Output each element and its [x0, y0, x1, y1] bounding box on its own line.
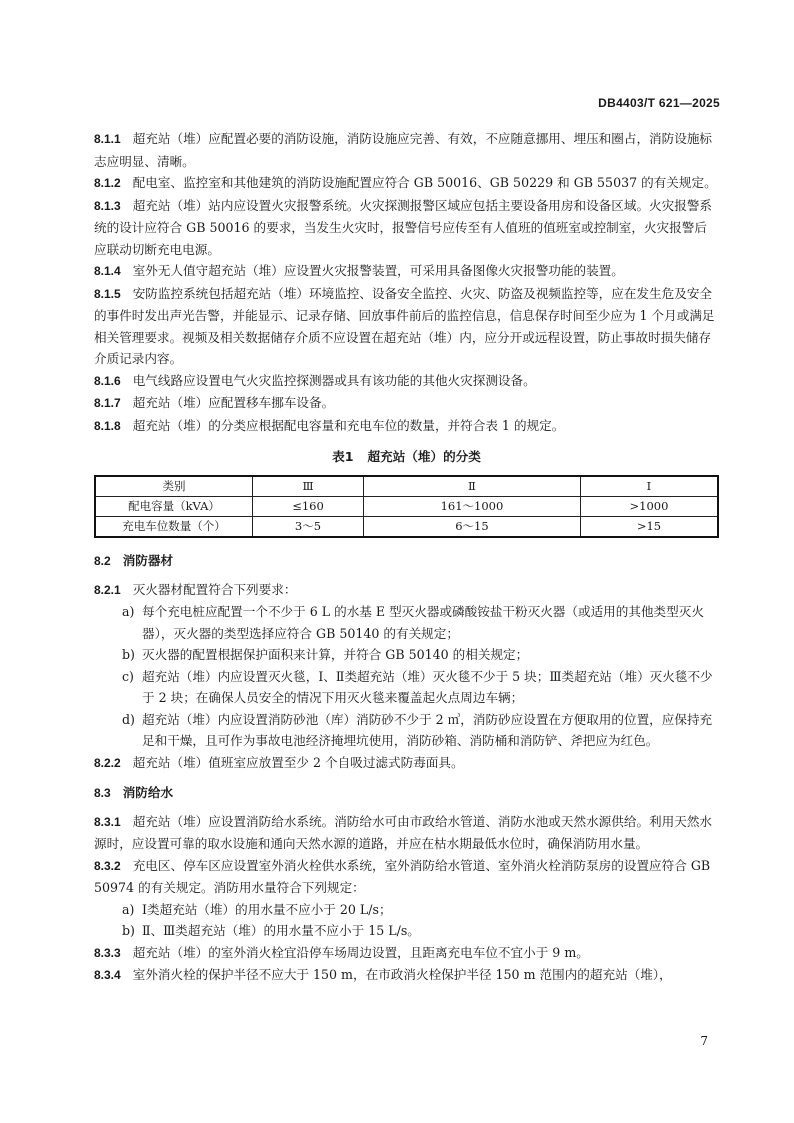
- table-cell: 充电车位数量（个）: [95, 517, 253, 538]
- clause-8-3-1: [94, 811, 719, 855]
- clause-8-1-6: [94, 370, 719, 393]
- list-item-text: Ⅱ、Ⅲ类超充站（堆）的用水量不应小于 15 L/s。: [142, 923, 420, 938]
- table-cell: 配电容量（kVA）: [95, 497, 253, 517]
- clause-number: 8.1.4: [94, 264, 121, 278]
- list-marker: b): [122, 923, 135, 938]
- clause-number: 8.1.5: [94, 286, 121, 301]
- clause-8-2-2: [94, 752, 719, 775]
- list-item: [94, 666, 719, 709]
- clause-text: 超充站（堆）站内应设置火灾报警系统。火灾探测报警区域应包括主要设备用房和设备区域。火灾报警系统的设计应符合 GB 50016 的要求，当发生火灾时，报警信号应传至有人值班的值班室或控制室，火灾报警后应联动切断充电电源。: [94, 197, 713, 257]
- clause-text: 超充站（堆）应设置消防给水系统。消防给水可由市政给水管道、消防水池或天然水源供给。利用天然水源时，应设置可靠的取水设施和通向天然水源的道路，并应在枯水期最低水位时，确保消防用水量。: [94, 813, 713, 851]
- list-marker: a): [122, 901, 135, 917]
- clause-number: 8.3.2: [94, 858, 121, 873]
- table-header-cell: Ⅰ: [580, 476, 718, 497]
- list-item: [94, 601, 719, 644]
- clause-text: 充电区、停车区应设置室外消火栓供水系统，室外消防给水管道、室外消火栓消防泵房的设置应符合 GB 50974 的有关规定。消防用水量符合下列规定：: [94, 857, 711, 895]
- clause-number: 8.3.4: [94, 968, 121, 982]
- section-title: 消防器材: [122, 553, 174, 568]
- clause-number: 8.2.1: [94, 582, 121, 597]
- list-item-text: 超充站（堆）内应设置灭火毯，Ⅰ、Ⅱ类超充站（堆）灭火毯不少于 5 块；Ⅲ类超充站（堆）灭火毯不少于 2 块；在确保人员安全的情况下用灭火毯来覆盖起火点周边车辆；: [142, 668, 713, 705]
- table-cell: >1000: [580, 497, 718, 517]
- clause-text: 室外无人值守超充站（堆）应设置火灾报警装置，可采用具备图像火灾报警功能的装置。: [132, 263, 624, 278]
- list-marker: c): [122, 668, 134, 684]
- list-item-text: Ⅰ类超充站（堆）的用水量不应小于 20 L/s；: [142, 901, 392, 917]
- table-title: [94, 446, 719, 465]
- clause-8-3-3: [94, 942, 719, 965]
- clause-text: 超充站（堆）的室外消火栓宜沿停车场周边设置，且距离充电车位不宜小于 9 m。: [132, 944, 589, 960]
- list-item: [94, 899, 719, 921]
- table-number: 表1: [332, 449, 354, 464]
- clause-8-2-1: [94, 579, 719, 602]
- table-header-cell: Ⅲ: [253, 476, 364, 497]
- clause-8-3-4: [94, 964, 719, 987]
- section-number: 8.3: [94, 786, 111, 800]
- clause-8-1-3: [94, 195, 719, 261]
- clause-text: 超充站（堆）的分类应根据配电容量和充电车位的数量，并符合表 1 的规定。: [132, 417, 565, 433]
- clause-text: 电气线路应设置电气火灾监控探测器或具有该功能的其他火灾探测设备。: [132, 372, 536, 388]
- list-marker: b): [122, 647, 135, 662]
- table-caption: 超充站（堆）的分类: [367, 449, 481, 464]
- list-marker: d): [122, 711, 135, 727]
- table-cell: ≤160: [253, 497, 364, 517]
- table-cell: 3～5: [253, 517, 364, 538]
- section-heading-8-3: [94, 782, 719, 805]
- table-row: [95, 497, 718, 517]
- table-cell: 161～1000: [363, 497, 580, 517]
- clause-8-1-1: [94, 128, 719, 172]
- clause-number: 8.1.7: [94, 396, 121, 410]
- table-cell: 6～15: [363, 517, 580, 538]
- clause-8-3-2: [94, 855, 719, 899]
- list-marker: a): [122, 604, 135, 619]
- list-item-text: 灭火器的配置根据保护面积来计算，并符合 GB 50140 的相关规定；: [142, 647, 529, 662]
- section-heading-8-2: [94, 550, 719, 573]
- section-number: 8.2: [94, 554, 111, 568]
- classification-table: [94, 475, 719, 538]
- clause-text: 超充站（堆）值班室应放置至少 2 个自吸过滤式防毒面具。: [132, 754, 464, 770]
- list-item: [94, 644, 719, 666]
- clause-8-1-8: [94, 415, 719, 438]
- clause-8-1-7: [94, 392, 719, 415]
- clause-text: 超充站（堆）应配置移车挪车设备。: [132, 395, 335, 410]
- page-number: 7: [700, 1034, 708, 1048]
- clause-number: 8.3.1: [94, 814, 121, 829]
- clause-text: 灭火器材配置符合下列要求：: [132, 581, 297, 597]
- list-item: [94, 709, 719, 752]
- clause-number: 8.1.1: [94, 132, 121, 146]
- table-row: [95, 517, 718, 538]
- document-code: DB4403/T 621—2025: [598, 96, 720, 110]
- list-item: [94, 920, 719, 942]
- clause-text: 超充站（堆）应配置必要的消防设施，消防设施应完善、有效，不应随意挪用、埋压和圈占，消防设施标志应明显、清晰。: [94, 131, 713, 169]
- page-content: [94, 128, 719, 987]
- list-item-text: 超充站（堆）内应设置消防砂池（库）消防砂不少于 2 ㎥，消防砂应设置在方便取用的位置，应保持充足和干燥，且可作为事故电池经济掩埋坑使用，消防砂箱、消防桶和消防铲、斧把应为红色。: [142, 711, 713, 748]
- clause-text: 安防监控系统包括超充站（堆）环境监控、设备安全监控、火灾、防盗及视频监控等，应在发生危及安全的事件时发出声光告警，并能显示、记录存储、回放事件前后的监控信息，信息保存时间至少应为 1 个月或满足相关管理要求。视频及相关数据储存介质不应设置在超充站（堆）内，应分开或远程设置，防止事故时损失储存介质记录内容。: [94, 285, 715, 366]
- table-header-cell: 类别: [95, 476, 253, 497]
- section-title: 消防给水: [122, 785, 174, 800]
- clause-number: 8.1.8: [94, 418, 121, 433]
- clause-number: 8.3.3: [94, 945, 121, 960]
- clause-number: 8.1.6: [94, 373, 121, 388]
- table-header-cell: Ⅱ: [363, 476, 580, 497]
- clause-8-1-4: [94, 260, 719, 283]
- clause-text: 室外消火栓的保护半径不应大于 150 m，在市政消火栓保护半径 150 m 范围内的超充站（堆），: [132, 967, 672, 982]
- clause-8-1-5: [94, 283, 719, 370]
- clause-8-1-2: [94, 172, 719, 195]
- table-cell: >15: [580, 517, 718, 538]
- clause-number: 8.2.2: [94, 755, 121, 770]
- clause-text: 配电室、监控室和其他建筑的消防设施配置应符合 GB 50016、GB 50229 和 GB 55037 的有关规定。: [132, 175, 717, 190]
- list-item-text: 每个充电桩应配置一个不少于 6 L 的水基 E 型灭火器或磷酸铵盐干粉灭火器（或适用的其他类型灭火器），灭火器的类型选择应符合 GB 50140 的有关规定；: [142, 604, 704, 641]
- clause-number: 8.1.3: [94, 198, 121, 213]
- clause-number: 8.1.2: [94, 176, 121, 190]
- table-header-row: [95, 476, 718, 497]
